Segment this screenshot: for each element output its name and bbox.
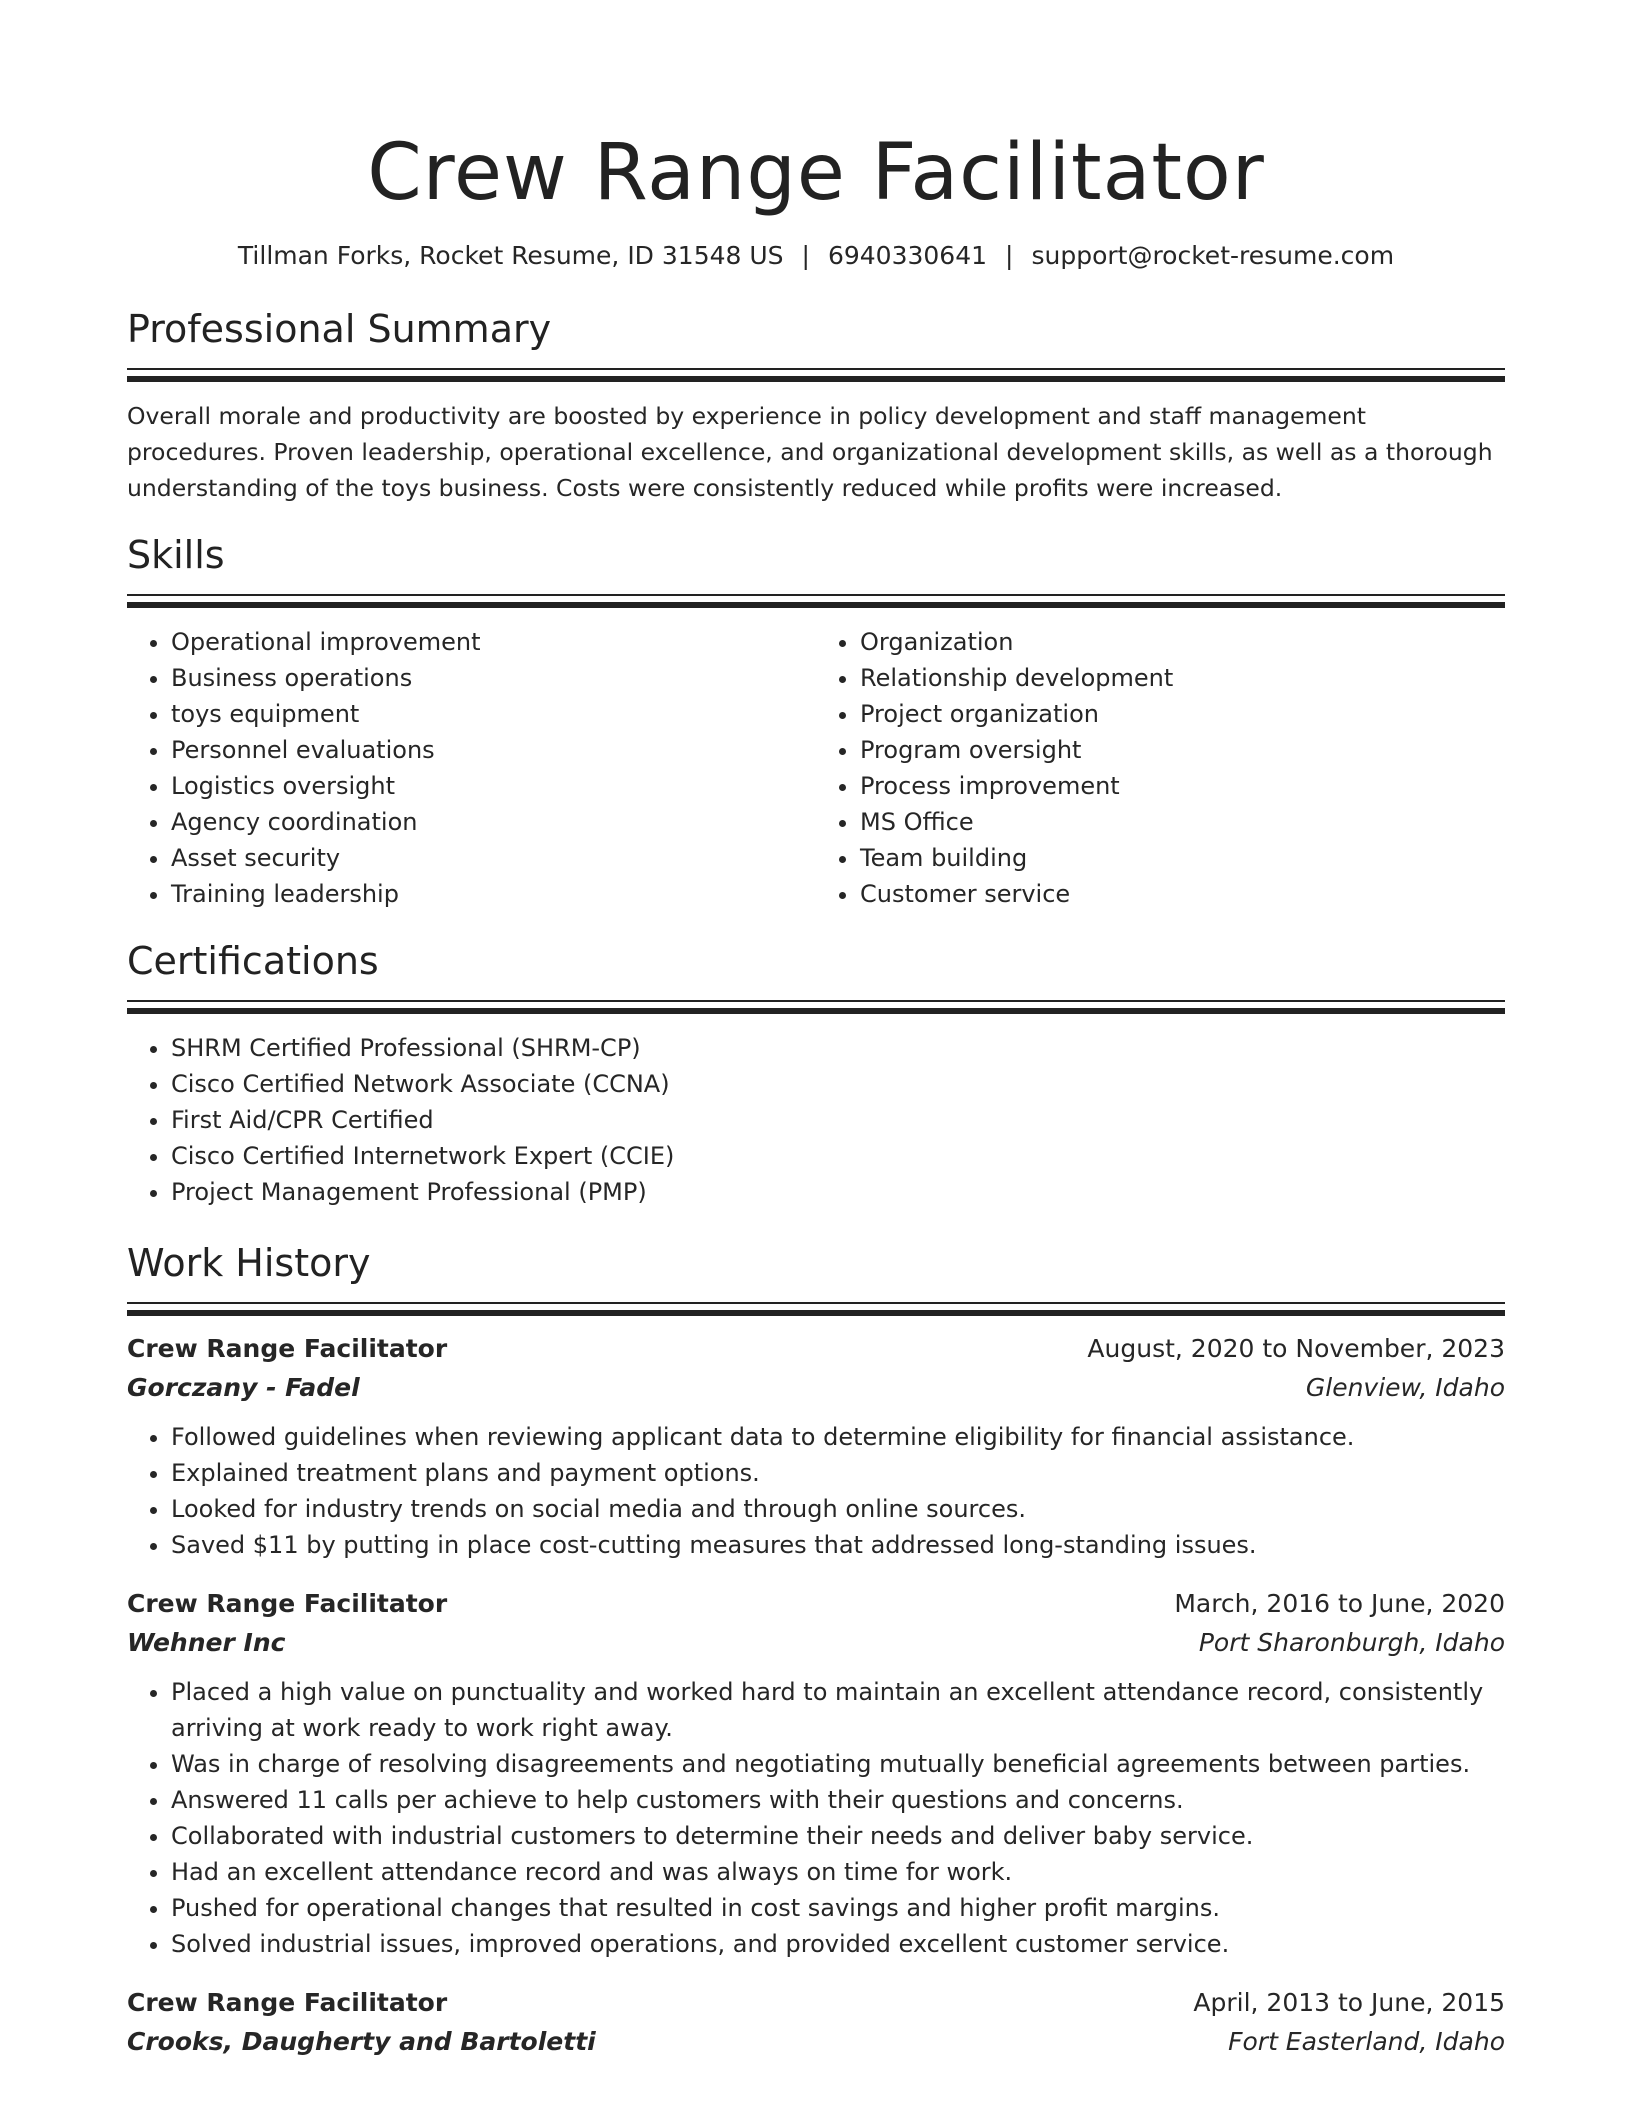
job-bullet: • Solved industrial issues, improved operations, and provided excellent customer service. [171,1926,1505,1962]
job-subheader [127,2022,1505,2062]
job-dates: March, 2016 to June, 2020 [1174,1589,1505,1618]
job-bullet: • Was in charge of resolving disagreements and negotiating mutually beneficial agreements between parties. [171,1746,1505,1782]
job-location: Fort Easterland, Idaho [1228,2027,1505,2056]
section-divider [127,1000,1505,1014]
job-bullet: • Looked for industry trends on social media and through online sources. [171,1491,1505,1527]
job-bullets [127,1419,1505,1563]
job-bullet: • Followed guidelines when reviewing applicant data to determine eligibility for financial assistance. [171,1419,1505,1455]
job-subheader [127,1623,1505,1663]
job-entry [127,1984,1505,2062]
section-title-certifications: Certifications [127,939,379,983]
certification-item: • SHRM Certified Professional (SHRM-CP) [171,1030,1505,1066]
job-bullet: • Placed a high value on punctuality and worked hard to maintain an excellent attendance record, consistently arriving at work ready to work right away. [171,1674,1505,1746]
skill-item: • Process improvement [860,768,1505,804]
section-divider [127,1302,1505,1316]
skill-item: • Asset security [171,840,816,876]
job-employer: Gorczany - Fadel [127,1373,360,1402]
section-title-skills: Skills [127,533,225,577]
job-dates: April, 2013 to June, 2015 [1193,1988,1505,2017]
skill-item: • Logistics oversight [171,768,816,804]
skill-item: • Operational improvement [171,624,816,660]
job-entry [127,1330,1505,1563]
skills-list-right [816,624,1505,912]
certification-item: • Cisco Certified Internetwork Expert (CCIE) [171,1138,1505,1174]
skill-item: • MS Office [860,804,1505,840]
job-header [127,1330,1505,1368]
job-dates: August, 2020 to November, 2023 [1087,1334,1505,1363]
skill-item: • Team building [860,840,1505,876]
skill-item: • Project organization [860,696,1505,732]
certifications-section [127,938,1505,1210]
job-header [127,1984,1505,2022]
job-bullet: • Had an excellent attendance record and was always on time for work. [171,1854,1505,1890]
work-history-section [127,1240,1505,2062]
job-entry [127,1585,1505,1962]
certification-item: • Cisco Certified Network Associate (CCNA) [171,1066,1505,1102]
section-title-summary: Professional Summary [127,307,552,351]
job-location: Port Sharonburgh, Idaho [1198,1628,1505,1657]
certifications-list [127,1030,1505,1210]
job-title: Crew Range Facilitator [127,1589,448,1618]
job-location: Glenview, Idaho [1305,1373,1505,1402]
section-divider [127,368,1505,382]
contact-address: Tillman Forks, Rocket Resume, ID 31548 US [237,241,784,270]
certification-item: • First Aid/CPR Certified [171,1102,1505,1138]
job-employer: Crooks, Daugherty and Bartoletti [127,2027,596,2056]
job-bullet: • Pushed for operational changes that resulted in cost savings and higher profit margins. [171,1890,1505,1926]
skill-item: • Organization [860,624,1505,660]
skills-list-left [127,624,816,912]
summary-section [127,306,1505,506]
job-employer: Wehner Inc [127,1628,286,1657]
skills-section [127,532,1505,912]
contact-separator: | [801,241,810,270]
job-bullets [127,1674,1505,1962]
summary-text: Overall morale and productivity are boosted by experience in policy development and staff management procedures. Proven leadership, operational excellence, and organizational development skills, as well as a thorough understanding of the toys business. Costs were consistently reduced while profits were increased. [127,402,1493,502]
skill-item: • Agency coordination [171,804,816,840]
skill-item: • Program oversight [860,732,1505,768]
job-subheader [127,1368,1505,1408]
certification-item: • Project Management Professional (PMP) [171,1174,1505,1210]
job-bullet: • Explained treatment plans and payment options. [171,1455,1505,1491]
skill-item: • Customer service [860,876,1505,912]
section-divider [127,594,1505,608]
skill-item: • Relationship development [860,660,1505,696]
contact-phone: 6940330641 [827,241,988,270]
job-bullet: • Answered 11 calls per achieve to help customers with their questions and concerns. [171,1782,1505,1818]
skill-item: • Training leadership [171,876,816,912]
section-title-work-history: Work History [127,1241,371,1285]
contact-email: support@rocket-resume.com [1031,241,1395,270]
job-title: Crew Range Facilitator [127,1334,448,1363]
job-header [127,1585,1505,1623]
skills-columns [127,624,1505,912]
skill-item: • Business operations [171,660,816,696]
job-title: Crew Range Facilitator [127,1988,448,2017]
job-bullet: • Collaborated with industrial customers to determine their needs and deliver baby service. [171,1818,1505,1854]
contact-line [127,240,1505,272]
skill-item: • Personnel evaluations [171,732,816,768]
contact-separator: | [1005,241,1014,270]
resume-name: Crew Range Facilitator [367,128,1265,218]
skill-item: • toys equipment [171,696,816,732]
job-bullet: • Saved $11 by putting in place cost-cutting measures that addressed long-standing issues. [171,1527,1505,1563]
